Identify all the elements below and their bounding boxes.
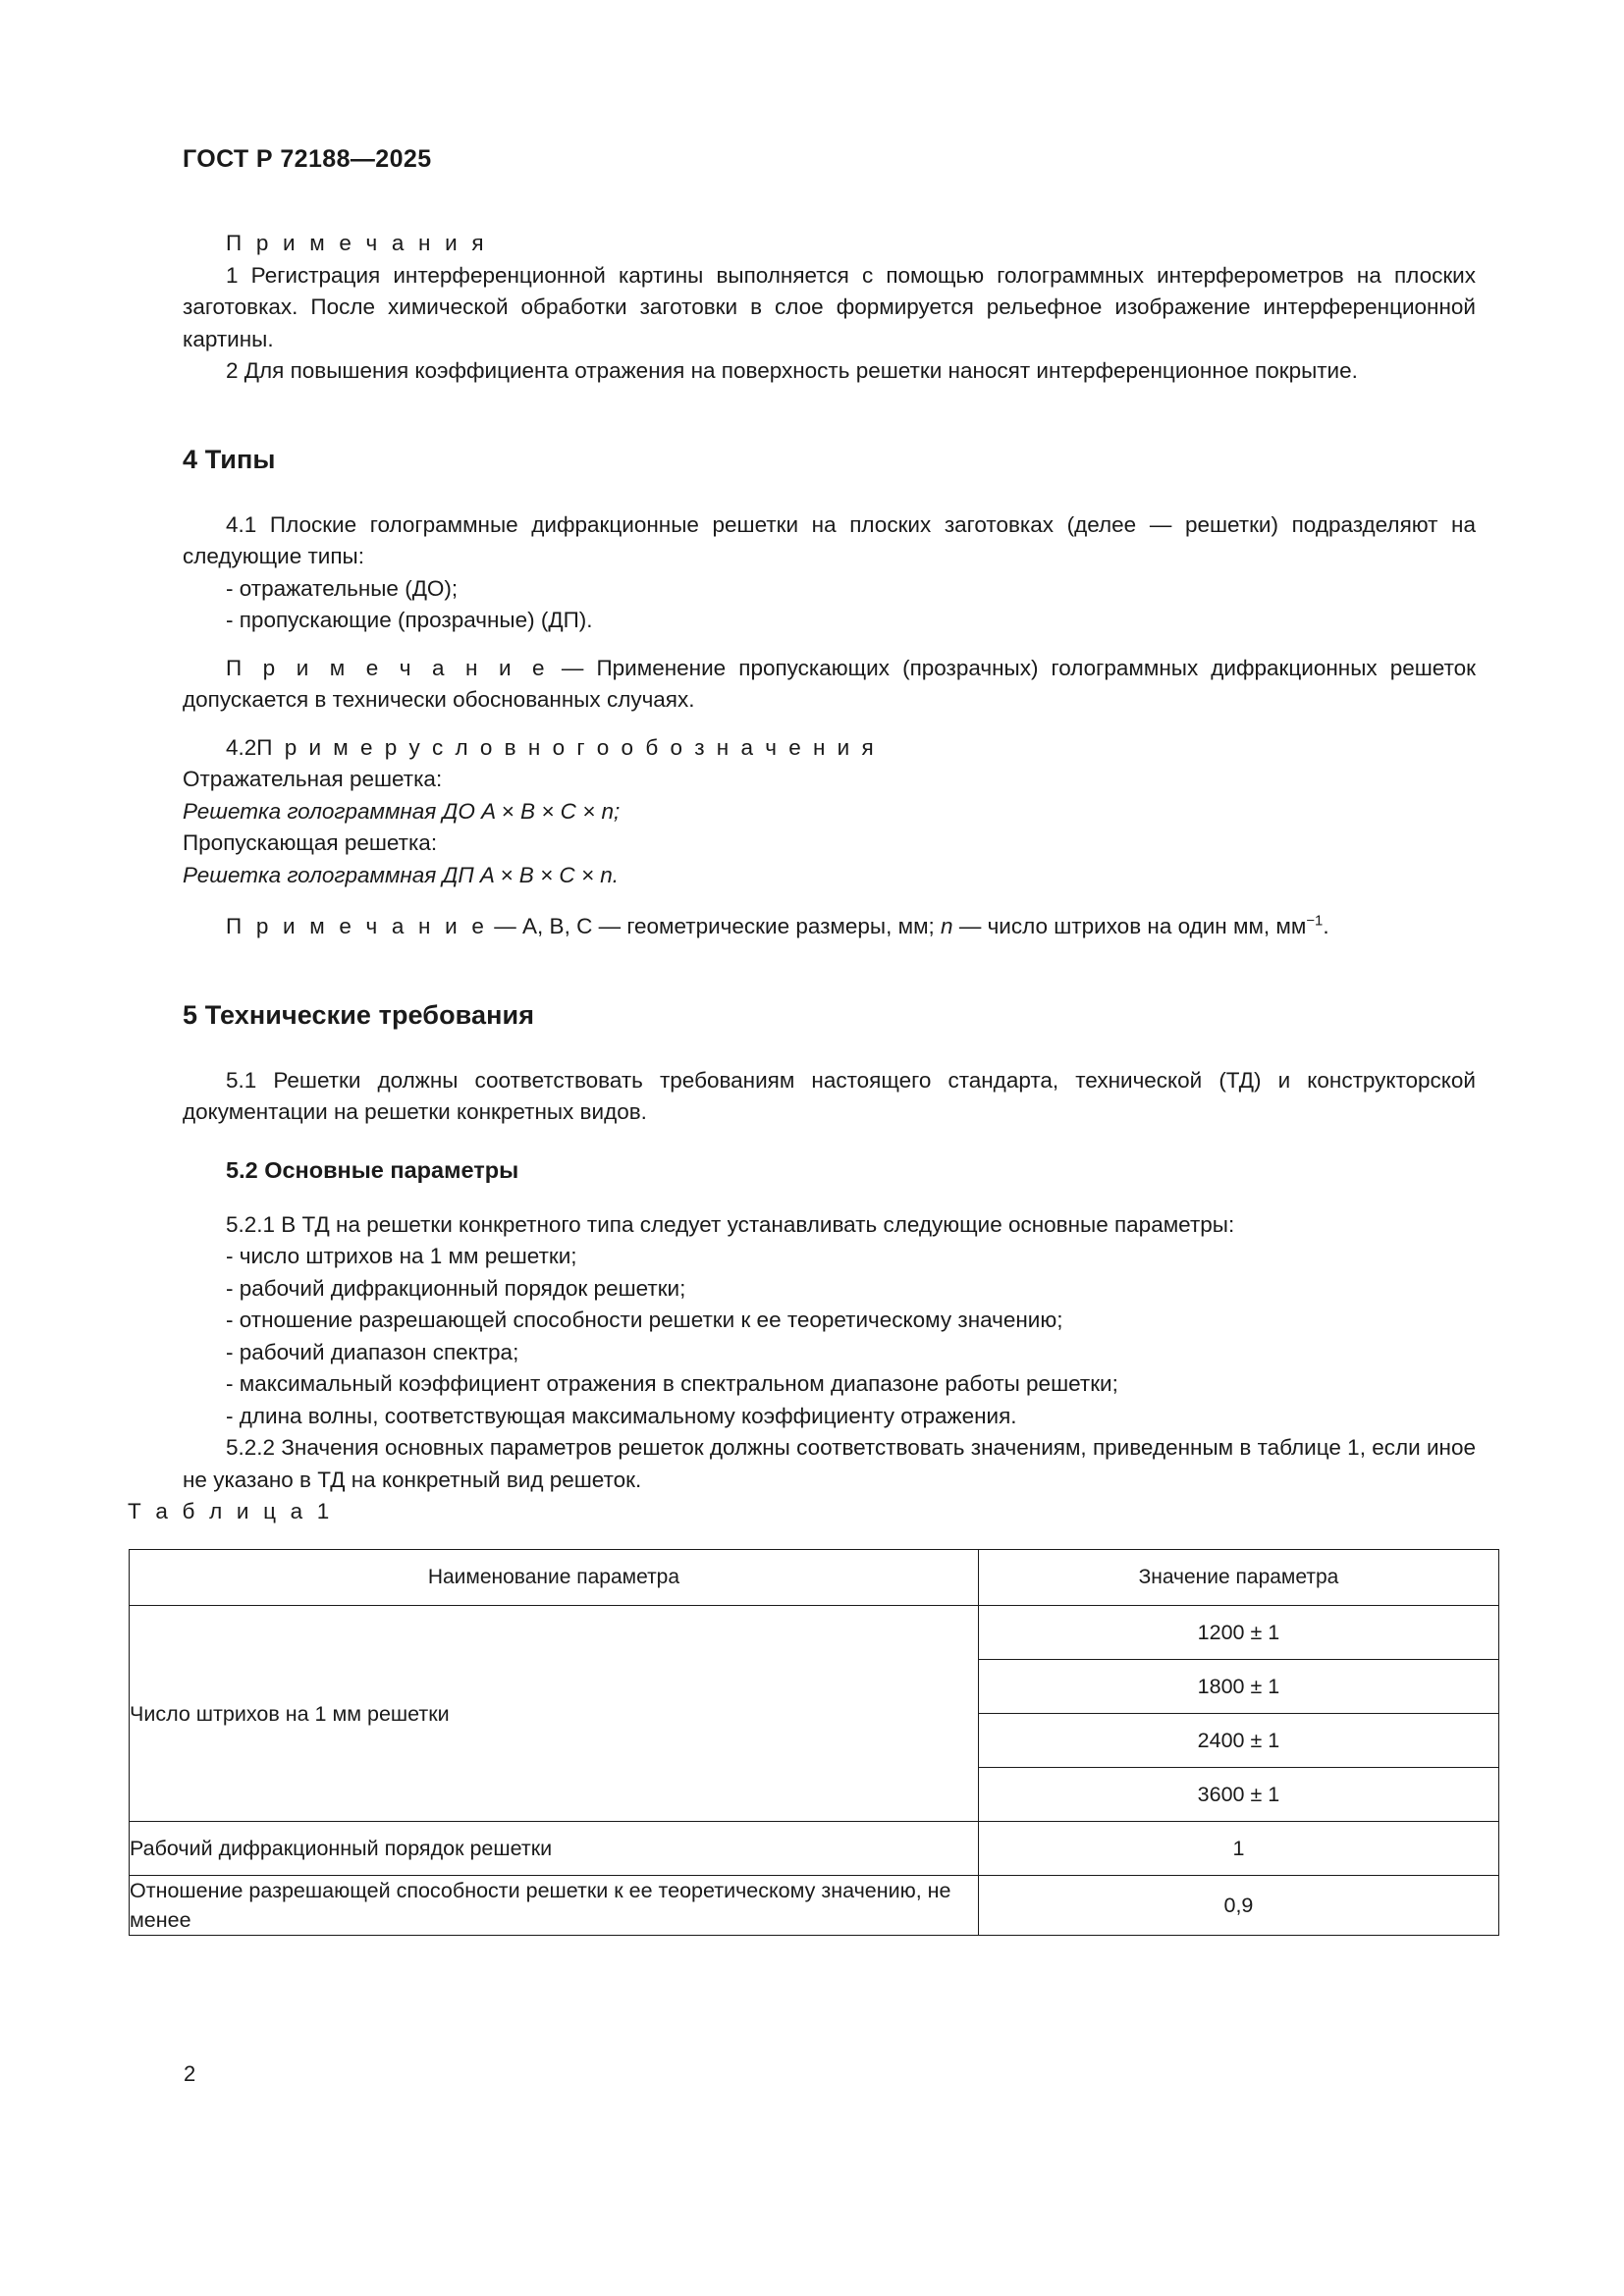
param-list-item-3: - отношение разрешающей способности решетки к ее теоретическому значению; <box>226 1308 1063 1332</box>
table-1-parameters <box>129 1549 1499 1936</box>
table-header-row <box>130 1550 1499 1606</box>
table-cell-value-1800: 1800 ± 1 <box>978 1660 1498 1714</box>
note-4-2-part1: — A, B, C — геометрические размеры, мм; <box>488 914 942 938</box>
list-item-type-reflective: - отражательные (ДО); <box>226 575 459 601</box>
note-4-1-text: — Применение пропускающих (прозрачных) голограммных дифракционных решеток допускается в технически обоснованных случаях. <box>183 655 1476 712</box>
subsection-5-2-heading: 5.2 Основные параметры <box>226 1156 519 1183</box>
note-item-2: 2 Для повышения коэффициента отражения на поверхность решетки наносят интерференционное покрытие. <box>226 358 1358 383</box>
table-row <box>130 1822 1499 1876</box>
table-cell-param-name-diffraction-order: Рабочий дифракционный порядок решетки <box>130 1822 979 1876</box>
table-cell-value-3600: 3600 ± 1 <box>978 1768 1498 1822</box>
param-list-item-6: - длина волны, соответствующая максимальному коэффициенту отражения. <box>226 1403 1017 1428</box>
paragraph-4-1: 4.1 Плоские голограммные дифракционные решетки на плоских заготовках (делее — решетки) подразделяют на следующие типы: <box>183 511 1476 568</box>
note-4-2-end: . <box>1323 914 1329 938</box>
note-4-2-symbol-n: n <box>941 914 953 938</box>
page-content <box>183 228 1476 1496</box>
table-cell-param-name-lines-per-mm: Число штрихов на 1 мм решетки <box>130 1606 979 1822</box>
note-4-1 <box>183 653 1476 717</box>
note-4-2-superscript: −1 <box>1306 913 1324 930</box>
section-5-heading: 5 Технические требования <box>183 999 535 1030</box>
paragraph-4-2-title: П р и м е р у с л о в н о г о о б о з н а ч е н и я <box>256 734 877 760</box>
paragraph-4-2-lead <box>183 732 1476 765</box>
table-header-parameter-value: Значение параметра <box>978 1550 1498 1606</box>
table-cell-value-1200: 1200 ± 1 <box>978 1606 1498 1660</box>
transmissive-grating-designation: Решетка голограммная ДП A × B × C × n. <box>183 862 620 887</box>
paragraph-5-2-1: 5.2.1 В ТД на решетки конкретного типа следует устанавливать следующие основные параметры: <box>226 1211 1235 1237</box>
reflective-grating-label: Отражательная решетка: <box>183 767 443 791</box>
param-list-item-5: - максимальный коэффициент отражения в спектральном диапазоне работы решетки; <box>226 1371 1118 1396</box>
note-4-2-part2: — число штрихов на один мм, мм <box>952 914 1307 938</box>
note-item-1: 1 Регистрация интерференционной картины выполняется с помощью голограммных интерферометров на плоских заготовках. После химической обработки заготовки в слое формируется рельефное изображение интерференционной картины. <box>183 262 1476 351</box>
transmissive-grating-label: Пропускающая решетка: <box>183 830 438 855</box>
table-cell-value-diffraction-order: 1 <box>978 1822 1498 1876</box>
notes-block-title: П р и м е ч а н и я <box>226 231 488 255</box>
list-item-type-transmissive: - пропускающие (прозрачные) (ДП). <box>226 608 593 632</box>
table-row <box>130 1876 1499 1936</box>
page-number: 2 <box>184 2061 196 2086</box>
section-4-heading: 4 Типы <box>183 444 276 474</box>
param-list-item-1: - число штрихов на 1 мм решетки; <box>226 1244 577 1268</box>
param-list-item-4: - рабочий диапазон спектра; <box>226 1339 519 1364</box>
table-cell-value-2400: 2400 ± 1 <box>978 1714 1498 1768</box>
table-header-parameter-name: Наименование параметра <box>130 1550 979 1606</box>
paragraph-5-2-2: 5.2.2 Значения основных параметров решеток должны соответствовать значениям, приведенным в таблице 1, если иное не указано в ТД на конкретный вид решеток. <box>183 1435 1476 1492</box>
reflective-grating-designation: Решетка голограммная ДО A × B × C × n; <box>183 798 621 824</box>
table-row <box>130 1606 1499 1660</box>
table-1-caption: Т а б л и ц а 1 <box>128 1499 334 1523</box>
note-4-1-lead: П р и м е ч а н и е <box>226 655 549 680</box>
table-cell-value-resolving-power-ratio: 0,9 <box>978 1876 1498 1936</box>
note-4-2 <box>183 911 1476 943</box>
note-4-2-lead: П р и м е ч а н и е <box>226 914 489 938</box>
param-list-item-2: - рабочий дифракционный порядок решетки; <box>226 1275 686 1301</box>
table-cell-param-name-resolving-power-ratio: Отношение разрешающей способности решетки к ее теоретическому значению, не менее <box>130 1876 979 1936</box>
paragraph-4-2-number: 4.2 <box>226 734 257 760</box>
paragraph-5-1: 5.1 Решетки должны соответствовать требованиям настоящего стандарта, технической (ТД) и конструкторской документации на решетки конкретных видов. <box>183 1067 1476 1124</box>
running-header-standard-id: ГОСТ Р 72188—2025 <box>183 145 432 173</box>
